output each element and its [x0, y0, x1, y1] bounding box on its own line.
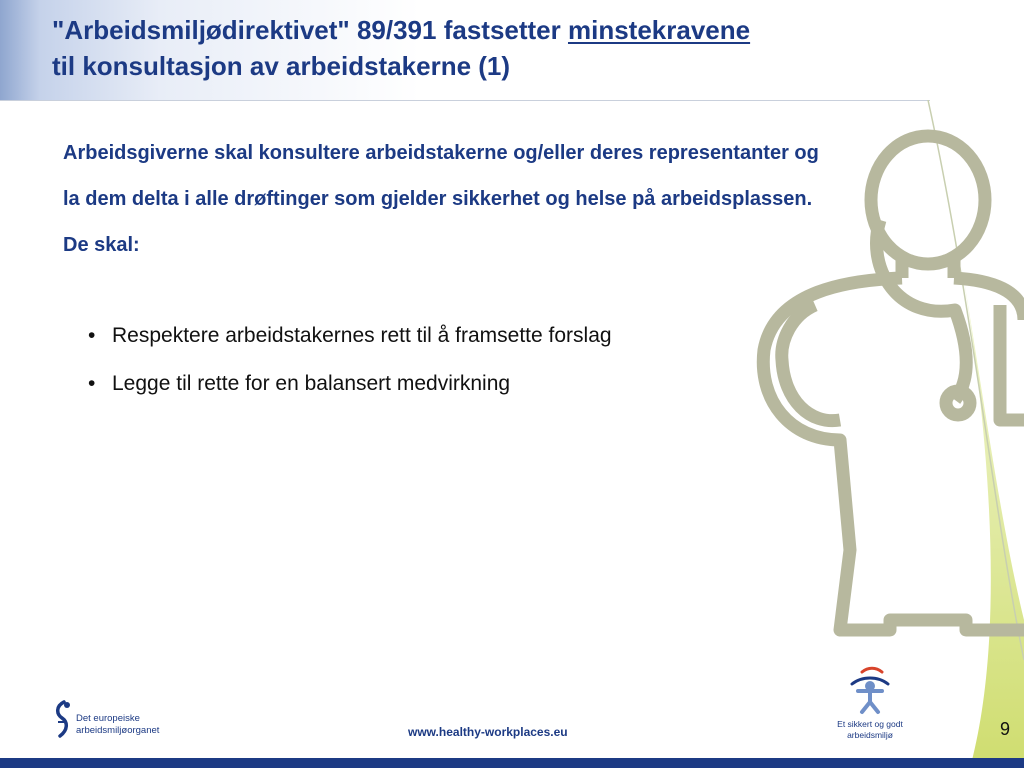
campaign-logo-line-2: arbeidsmiljø — [847, 730, 893, 740]
footer-bar — [0, 758, 1024, 768]
title-underlined-word: minstekravene — [567, 15, 751, 45]
bullet-text: Legge til rette for en balansert medvirkning — [112, 372, 511, 395]
list-item — [88, 314, 612, 362]
campaign-logo-line-1: Et sikkert og godt — [837, 719, 903, 729]
figure-head — [871, 136, 985, 264]
intro-paragraph: Arbeidsgiverne skal konsultere arbeidstakerne og/eller deres representanter og la dem delta i alle drøftinger som gjelder sikkerhet og helse på arbeidsplassen. De skal: — [63, 142, 819, 256]
stethoscope-chestpiece — [946, 391, 970, 415]
list-item — [88, 362, 612, 410]
campaign-logo — [834, 664, 906, 744]
bullet-marker: • — [88, 324, 96, 347]
healthy-workplaces-logo-icon — [848, 664, 892, 716]
bullet-list — [88, 314, 612, 410]
agency-logo — [52, 700, 182, 744]
page-number: 9 — [1000, 719, 1011, 739]
campaign-logo-text — [834, 719, 906, 741]
agency-logo-line-1: Det europeiske — [76, 713, 140, 724]
bullet-marker: • — [88, 372, 96, 395]
figure-arm-left — [782, 305, 840, 421]
bullet-text: Respektere arbeidstakernes rett til å framsette forslag — [112, 324, 612, 347]
slide-title — [52, 12, 932, 84]
title-part-2: til konsultasjon av arbeidstakerne (1) — [52, 51, 511, 81]
green-swoosh-shape — [930, 100, 1024, 768]
figure-arm-right — [1000, 305, 1024, 420]
agency-logo-line-2: arbeidsmiljøorganet — [76, 725, 160, 736]
title-part-1: "Arbeidsmiljødirektivet" 89/391 fastsetter — [52, 15, 568, 45]
agency-logo-text — [76, 713, 182, 737]
figure-body — [763, 278, 1024, 630]
footer-url[interactable]: www.healthy-workplaces.eu — [408, 725, 568, 739]
eu-osha-logo-icon — [52, 700, 74, 740]
